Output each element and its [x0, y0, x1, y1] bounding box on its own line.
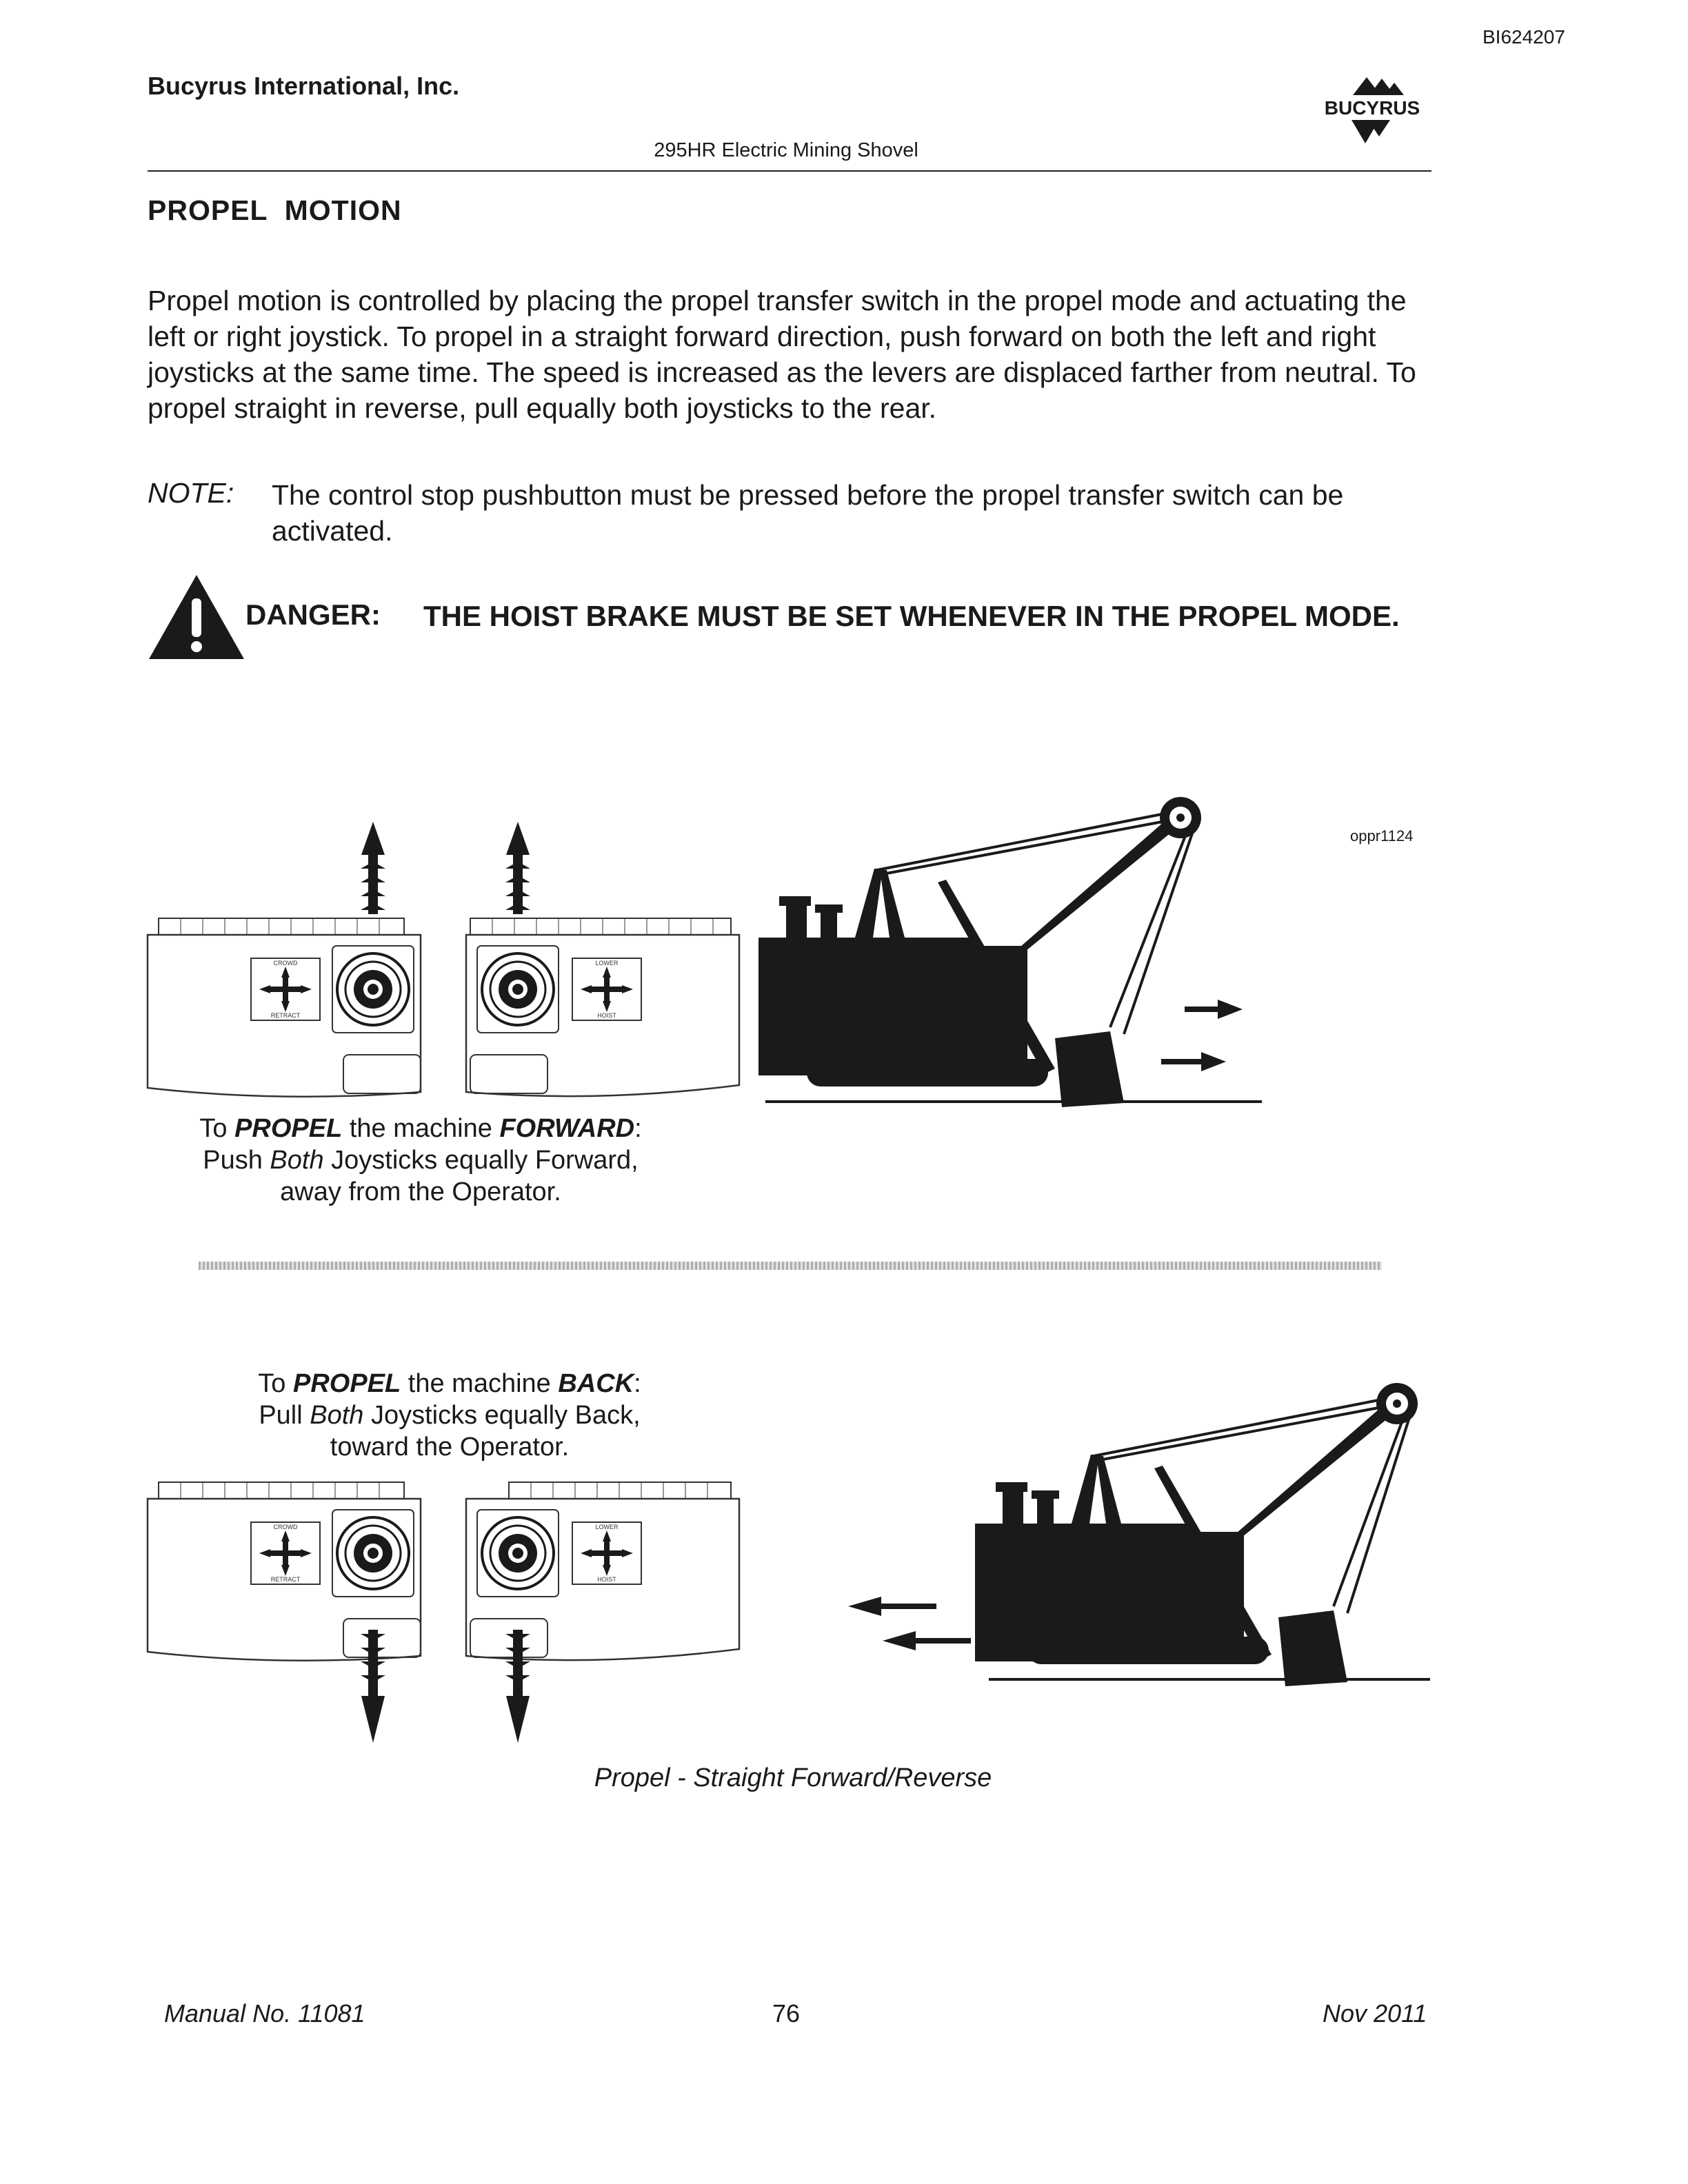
forward-caption: To PROPEL the machine FORWARD: Push Both Joysticks equally Forward, away from the Operator.: [199, 1114, 642, 1206]
hoist-label: HOIST: [597, 1012, 616, 1019]
retract-label: RETRACT: [270, 1576, 301, 1583]
crowd-label: CROWD: [273, 960, 298, 967]
warning-triangle-icon: [146, 572, 247, 662]
crowd-label: CROWD: [273, 1524, 298, 1530]
hoist-label: HOIST: [597, 1576, 616, 1583]
figure-caption: Propel - Straight Forward/Reverse: [594, 1763, 992, 1792]
back-shovel-illustration: [841, 1351, 1434, 1710]
lower-label: LOWER: [595, 1524, 619, 1530]
forward-shovel-illustration: [752, 793, 1283, 1131]
forward-joystick-illustration: [145, 813, 745, 1110]
figure-separator: [199, 1262, 1382, 1270]
retract-label: RETRACT: [270, 1012, 301, 1019]
page-number: 76: [772, 1999, 801, 2028]
back-caption: To PROPEL the machine BACK: Pull Both Joysticks equally Back, toward the Operator.: [258, 1369, 641, 1462]
figure-id: oppr1124: [1350, 827, 1414, 845]
back-joystick-illustration: [145, 1475, 745, 1751]
note-label: NOTE:: [148, 477, 234, 509]
logo-text: BUCYRUS: [1324, 97, 1420, 119]
header-rule: [148, 170, 1431, 172]
document-subtitle: 295HR Electric Mining Shovel: [654, 139, 918, 161]
body-paragraph: Propel motion is controlled by placing the propel transfer switch in the propel mode and actuating the left or right joystick. To propel in a straight forward direction, push forward on both the left and right joysticks at the same time. The speed is increased as the levers are displaced farther from neutral. To propel straight in reverse, pull equally both joysticks to the rear.: [148, 285, 1416, 424]
company-name: Bucyrus International, Inc.: [148, 72, 460, 100]
document-id: BI624207: [1483, 26, 1565, 48]
note-text: The control stop pushbutton must be pressed before the propel transfer switch can be activated.: [272, 479, 1344, 547]
publication-date: Nov 2011: [1323, 1999, 1427, 2028]
bucyrus-logo: [1310, 68, 1434, 150]
danger-label: DANGER:: [245, 598, 381, 631]
section-heading: PROPEL MOTION: [148, 194, 402, 226]
danger-text: THE HOIST BRAKE MUST BE SET WHENEVER IN THE PROPEL MODE.: [423, 600, 1400, 632]
lower-label: LOWER: [595, 960, 619, 967]
manual-number: Manual No. 11081: [164, 1999, 365, 2028]
